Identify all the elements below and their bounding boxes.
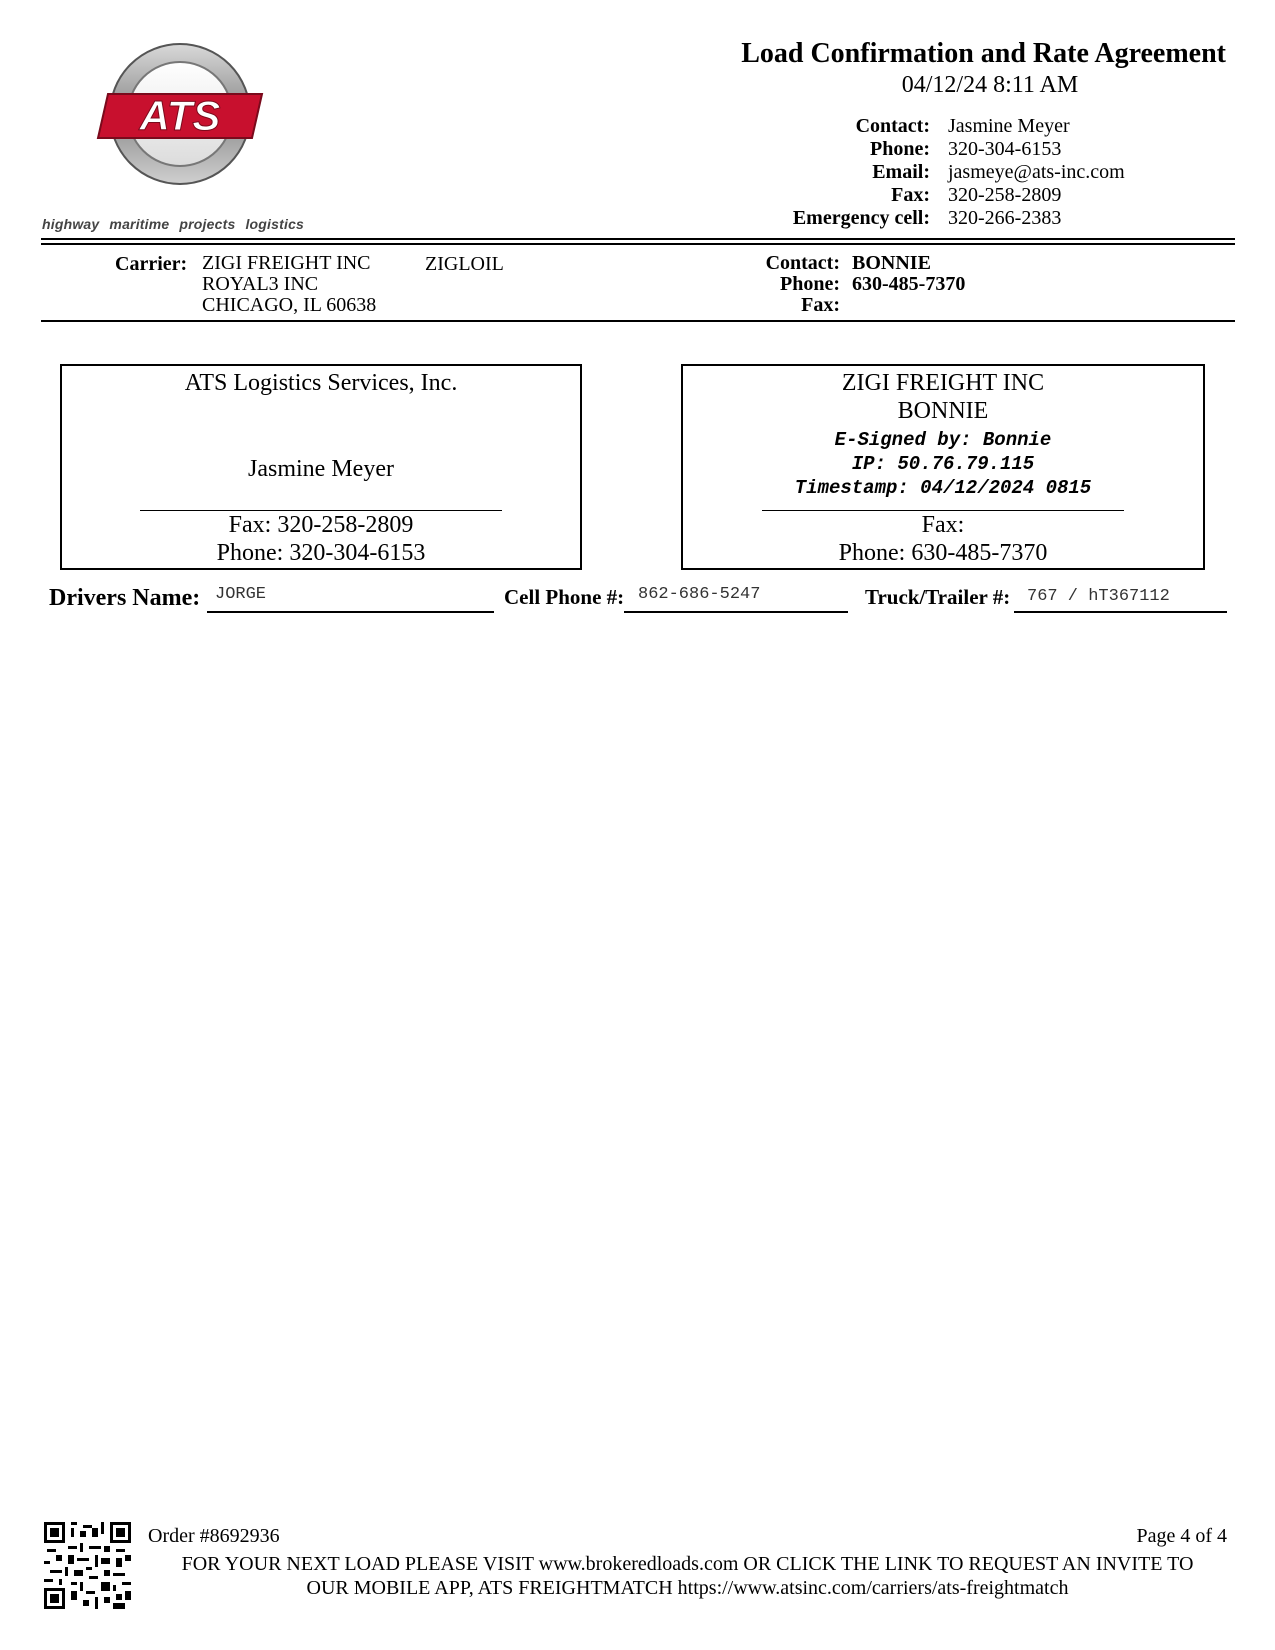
carrier-city: CHICAGO, IL 60638 (202, 294, 377, 316)
truck-trailer-label: Truck/Trailer #: (865, 585, 1011, 609)
carrier-divider (41, 320, 1235, 322)
carrier-company: ZIGI FREIGHT INC (841, 370, 1045, 396)
field-value: jasmeye@ats-inc.com (948, 161, 1125, 183)
field-label: Phone: (780, 273, 840, 295)
document-datetime: 04/12/24 8:11 AM (901, 72, 1079, 98)
footer-note-line: FOR YOUR NEXT LOAD PLEASE VISIT www.brokeredloads.com OR CLICK THE LINK TO REQUEST AN INVITE TO (181, 1553, 1194, 1575)
carrier-fax-row (740, 295, 965, 316)
carrier-phone-row (740, 274, 965, 295)
broker-contact-block (740, 115, 1125, 230)
signature-line (762, 510, 1124, 511)
carrier-address (202, 253, 376, 316)
field-label: Phone: (870, 138, 930, 160)
field-label: Contact: (855, 115, 930, 137)
field-value: 630-485-7370 (852, 273, 966, 295)
tagline-word: projects (179, 216, 236, 232)
field-value: 320-258-2809 (948, 184, 1062, 206)
carrier-contact-name: BONNIE (897, 398, 989, 424)
driver-name-underline (207, 611, 494, 613)
esign-timestamp: Timestamp: 04/12/2024 0815 (794, 477, 1092, 499)
footer-note (150, 1552, 1225, 1600)
broker-signature-box (60, 364, 582, 570)
driver-name-label: Drivers Name: (49, 585, 201, 611)
carrier-signature-box (681, 364, 1205, 570)
qr-code-icon[interactable] (44, 1522, 131, 1609)
tagline-word: highway (42, 216, 100, 232)
driver-name-field[interactable]: JORGE (215, 585, 267, 604)
truck-trailer-underline (1014, 611, 1227, 613)
field-value: Jasmine Meyer (948, 115, 1070, 137)
broker-company: ATS Logistics Services, Inc. (184, 370, 458, 396)
tagline-word: logistics (245, 216, 305, 232)
broker-signer: Jasmine Meyer (248, 456, 394, 482)
order-number: Order #8692936 (148, 1525, 280, 1547)
field-label: Email: (872, 161, 930, 183)
footer-note-line[interactable]: OUR MOBILE APP, ATS FREIGHTMATCH https://www.atsinc.com/carriers/ats-freightmatch (306, 1577, 1069, 1599)
esigned-by: E-Signed by: Bonnie (834, 429, 1052, 451)
header-divider (41, 243, 1235, 245)
broker-fax: Fax: 320-258-2809 (228, 512, 414, 538)
cell-phone-field[interactable]: 862-686-5247 (638, 585, 761, 604)
carrier-contact-row (740, 253, 965, 274)
logo-tagline (42, 216, 314, 232)
ats-logo-text: ATS (139, 92, 221, 139)
header-divider (41, 238, 1235, 240)
carrier-code: ZIGLOIL (425, 253, 504, 275)
page-number: Page 4 of 4 (1136, 1525, 1227, 1547)
truck-trailer-field[interactable]: 767 / hT367112 (1027, 587, 1170, 606)
esign-ip: IP: 50.76.79.115 (851, 453, 1035, 475)
broker-fax-row (740, 184, 1125, 207)
field-label: Contact: (765, 252, 840, 274)
carrier-fax: Fax: (921, 512, 965, 538)
carrier-address-line: ROYAL3 INC (202, 273, 319, 295)
field-label: Fax: (801, 294, 840, 316)
signature-line (140, 510, 502, 511)
field-label: Fax: (891, 184, 930, 206)
carrier-label: Carrier: (115, 253, 188, 275)
broker-phone-row (740, 138, 1125, 161)
ats-logo (40, 42, 330, 232)
tagline-word: maritime (109, 216, 170, 232)
field-value: 320-304-6153 (948, 138, 1062, 160)
broker-email-row (740, 161, 1125, 184)
field-value: 320-266-2383 (948, 207, 1062, 229)
cell-phone-underline (624, 611, 848, 613)
carrier-phone: Phone: 630-485-7370 (838, 540, 1048, 566)
cell-phone-label: Cell Phone #: (504, 585, 625, 609)
carrier-name: ZIGI FREIGHT INC (202, 252, 371, 274)
field-label: Emergency cell: (792, 207, 930, 229)
document-title: Load Confirmation and Rate Agreement (741, 38, 1226, 69)
broker-contact-row (740, 115, 1125, 138)
field-value: BONNIE (852, 252, 931, 274)
carrier-contact-block (740, 253, 965, 316)
broker-emergency-row (740, 207, 1125, 230)
broker-phone: Phone: 320-304-6153 (216, 540, 426, 566)
